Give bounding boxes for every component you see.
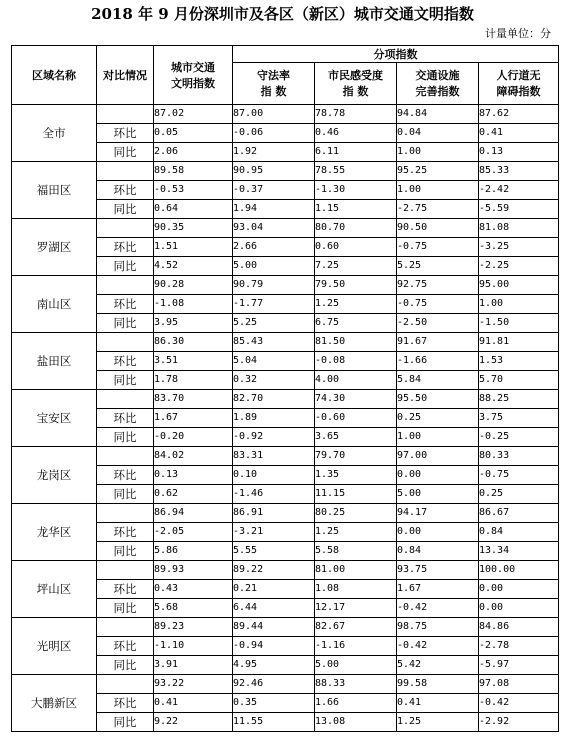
facility-value: 94.17 <box>397 504 479 523</box>
law-compliance-value: -1.46 <box>233 485 315 504</box>
facility-value: 98.75 <box>397 618 479 637</box>
citizen-perception-header <box>315 63 397 105</box>
overall-index-value: 4.52 <box>154 257 233 276</box>
compare-label: 环比 <box>97 181 154 200</box>
citizen-perception-value: 74.30 <box>315 390 397 409</box>
compare-label <box>97 276 154 295</box>
traffic-index-table <box>11 45 559 732</box>
facility-value: -0.42 <box>397 637 479 656</box>
facility-value: 5.84 <box>397 371 479 390</box>
facility-value: 91.67 <box>397 333 479 352</box>
compare-label <box>97 390 154 409</box>
sidewalk-value: -0.75 <box>479 466 559 485</box>
compare-label: 同比 <box>97 485 154 504</box>
sidewalk-value: 0.00 <box>479 580 559 599</box>
compare-label: 同比 <box>97 200 154 219</box>
facility-value: 97.00 <box>397 447 479 466</box>
citizen-perception-value: 11.15 <box>315 485 397 504</box>
facility-value: 99.58 <box>397 675 479 694</box>
overall-index-value: 90.28 <box>154 276 233 295</box>
law-compliance-value: -1.77 <box>233 295 315 314</box>
sidewalk-value: -1.50 <box>479 314 559 333</box>
region-name: 光明区 <box>12 618 97 675</box>
facility-value: -0.75 <box>397 238 479 257</box>
sidewalk-value: 91.81 <box>479 333 559 352</box>
citizen-perception-value: 5.00 <box>315 656 397 675</box>
citizen-perception-header-line2: 指 数 <box>342 84 369 98</box>
header-row-1 <box>12 46 559 63</box>
law-compliance-value: 90.95 <box>233 162 315 181</box>
sidewalk-value: 84.86 <box>479 618 559 637</box>
sidewalk-value: -2.42 <box>479 181 559 200</box>
overall-index-value: 86.30 <box>154 333 233 352</box>
facility-header-line1: 交通设施 <box>415 68 460 82</box>
overall-index-value: 5.68 <box>154 599 233 618</box>
table-row <box>12 219 559 238</box>
sidewalk-value: 5.70 <box>479 371 559 390</box>
compare-label <box>97 504 154 523</box>
law-compliance-value: 2.66 <box>233 238 315 257</box>
overall-index-value: 89.23 <box>154 618 233 637</box>
citizen-perception-value: 79.70 <box>315 447 397 466</box>
law-compliance-value: 5.04 <box>233 352 315 371</box>
compare-label <box>97 162 154 181</box>
overall-index-value: -1.10 <box>154 637 233 656</box>
compare-label: 同比 <box>97 656 154 675</box>
compare-label: 同比 <box>97 143 154 162</box>
compare-label <box>97 561 154 580</box>
facility-value: 92.75 <box>397 276 479 295</box>
overall-index-value: 83.70 <box>154 390 233 409</box>
facility-value: -0.75 <box>397 295 479 314</box>
law-compliance-value: 1.89 <box>233 409 315 428</box>
sidewalk-value: -2.25 <box>479 257 559 276</box>
law-compliance-value: 6.44 <box>233 599 315 618</box>
sidewalk-header-line1: 人行道无 <box>496 68 541 82</box>
law-compliance-value: -3.21 <box>233 523 315 542</box>
sidewalk-header-line2: 障碍指数 <box>496 84 541 98</box>
overall-index-value: 93.22 <box>154 675 233 694</box>
overall-index-value: 89.58 <box>154 162 233 181</box>
region-name: 罗湖区 <box>12 219 97 276</box>
overall-index-value: 9.22 <box>154 713 233 732</box>
citizen-perception-value: 6.75 <box>315 314 397 333</box>
compare-label: 环比 <box>97 523 154 542</box>
sidewalk-value: 100.00 <box>479 561 559 580</box>
law-compliance-value: 11.55 <box>233 713 315 732</box>
sidewalk-value: -5.59 <box>479 200 559 219</box>
citizen-perception-header-line1: 市民感受度 <box>328 68 383 82</box>
overall-index-value: 1.51 <box>154 238 233 257</box>
citizen-perception-value: 81.00 <box>315 561 397 580</box>
sidewalk-value: 1.00 <box>479 295 559 314</box>
sidewalk-value: 0.84 <box>479 523 559 542</box>
compare-label <box>97 675 154 694</box>
law-compliance-value: 89.44 <box>233 618 315 637</box>
citizen-perception-value: 82.67 <box>315 618 397 637</box>
law-compliance-value: 0.32 <box>233 371 315 390</box>
citizen-perception-value: 88.33 <box>315 675 397 694</box>
law-compliance-value: 5.25 <box>233 314 315 333</box>
facility-value: -1.66 <box>397 352 479 371</box>
compare-label <box>97 219 154 238</box>
facility-value: 1.25 <box>397 713 479 732</box>
overall-index-value: 0.43 <box>154 580 233 599</box>
sidewalk-value: 97.08 <box>479 675 559 694</box>
sidewalk-value: 1.53 <box>479 352 559 371</box>
table-row <box>12 162 559 181</box>
law-compliance-value: 0.21 <box>233 580 315 599</box>
region-name: 福田区 <box>12 162 97 219</box>
overall-index-value: -0.20 <box>154 428 233 447</box>
sidewalk-value: -3.25 <box>479 238 559 257</box>
overall-index-value: 89.93 <box>154 561 233 580</box>
overall-index-value: 90.35 <box>154 219 233 238</box>
table-row <box>12 504 559 523</box>
compare-label: 环比 <box>97 694 154 713</box>
citizen-perception-value: 1.15 <box>315 200 397 219</box>
citizen-perception-value: 1.66 <box>315 694 397 713</box>
compare-label: 环比 <box>97 466 154 485</box>
compare-label <box>97 618 154 637</box>
overall-index-value: -1.08 <box>154 295 233 314</box>
sidewalk-value: 0.41 <box>479 124 559 143</box>
sidewalk-header <box>479 63 559 105</box>
law-compliance-value: 86.91 <box>233 504 315 523</box>
compare-label: 环比 <box>97 637 154 656</box>
sidewalk-value: 3.75 <box>479 409 559 428</box>
compare-label: 同比 <box>97 542 154 561</box>
facility-value: 95.25 <box>397 162 479 181</box>
citizen-perception-value: 6.11 <box>315 143 397 162</box>
compare-label: 环比 <box>97 238 154 257</box>
overall-index-value: 86.94 <box>154 504 233 523</box>
sidewalk-value: -5.97 <box>479 656 559 675</box>
overall-index-header <box>154 46 233 105</box>
overall-index-value: 84.02 <box>154 447 233 466</box>
region-name: 宝安区 <box>12 390 97 447</box>
overall-index-value: 1.78 <box>154 371 233 390</box>
facility-value: 0.25 <box>397 409 479 428</box>
law-compliance-value: 1.92 <box>233 143 315 162</box>
overall-index-header-line1: 城市交通 <box>171 61 215 74</box>
facility-value: 0.04 <box>397 124 479 143</box>
table-row <box>12 390 559 409</box>
citizen-perception-value: 12.17 <box>315 599 397 618</box>
table-row <box>12 333 559 352</box>
facility-value: -2.75 <box>397 200 479 219</box>
citizen-perception-value: 0.60 <box>315 238 397 257</box>
compare-label: 环比 <box>97 124 154 143</box>
compare-label: 环比 <box>97 409 154 428</box>
overall-index-value: -2.05 <box>154 523 233 542</box>
citizen-perception-value: 0.46 <box>315 124 397 143</box>
sidewalk-value: -2.78 <box>479 637 559 656</box>
law-compliance-value: 89.22 <box>233 561 315 580</box>
table-row <box>12 675 559 694</box>
sidewalk-value: -2.92 <box>479 713 559 732</box>
region-name: 坪山区 <box>12 561 97 618</box>
overall-index-value: 0.62 <box>154 485 233 504</box>
facility-value: 5.42 <box>397 656 479 675</box>
compare-label: 环比 <box>97 352 154 371</box>
facility-value: 1.00 <box>397 143 479 162</box>
sub-index-group-header: 分项指数 <box>233 46 559 63</box>
facility-value: 90.50 <box>397 219 479 238</box>
citizen-perception-value: 1.25 <box>315 523 397 542</box>
law-compliance-value: -0.92 <box>233 428 315 447</box>
law-compliance-value: -0.37 <box>233 181 315 200</box>
law-compliance-value: 83.31 <box>233 447 315 466</box>
facility-value: 95.50 <box>397 390 479 409</box>
law-compliance-value: 0.10 <box>233 466 315 485</box>
law-compliance-value: 82.70 <box>233 390 315 409</box>
compare-label <box>97 447 154 466</box>
overall-index-value: 1.67 <box>154 409 233 428</box>
citizen-perception-value: 78.78 <box>315 105 397 124</box>
sidewalk-value: 81.08 <box>479 219 559 238</box>
citizen-perception-value: 1.08 <box>315 580 397 599</box>
citizen-perception-value: 4.00 <box>315 371 397 390</box>
facility-header <box>397 63 479 105</box>
region-name: 盐田区 <box>12 333 97 390</box>
facility-value: 5.25 <box>397 257 479 276</box>
law-compliance-value: 92.46 <box>233 675 315 694</box>
overall-index-value: 0.05 <box>154 124 233 143</box>
sidewalk-value: -0.25 <box>479 428 559 447</box>
overall-index-value: -0.53 <box>154 181 233 200</box>
compare-label: 同比 <box>97 428 154 447</box>
region-header: 区域名称 <box>12 46 97 105</box>
citizen-perception-value: -0.60 <box>315 409 397 428</box>
facility-value: 93.75 <box>397 561 479 580</box>
compare-label: 同比 <box>97 257 154 276</box>
overall-index-value: 0.41 <box>154 694 233 713</box>
law-compliance-header <box>233 63 315 105</box>
facility-value: 0.00 <box>397 466 479 485</box>
law-compliance-value: 90.79 <box>233 276 315 295</box>
law-compliance-header-line2: 指 数 <box>260 84 287 98</box>
overall-index-value: 0.13 <box>154 466 233 485</box>
law-compliance-value: 1.94 <box>233 200 315 219</box>
overall-index-value: 87.02 <box>154 105 233 124</box>
region-name: 大鹏新区 <box>12 675 97 732</box>
citizen-perception-value: 13.08 <box>315 713 397 732</box>
table-row <box>12 105 559 124</box>
sidewalk-value: 0.13 <box>479 143 559 162</box>
facility-value: 1.67 <box>397 580 479 599</box>
citizen-perception-value: 79.50 <box>315 276 397 295</box>
citizen-perception-value: 5.58 <box>315 542 397 561</box>
facility-value: 0.41 <box>397 694 479 713</box>
sidewalk-value: 85.33 <box>479 162 559 181</box>
citizen-perception-value: -1.30 <box>315 181 397 200</box>
overall-index-header-line2: 文明指数 <box>171 77 215 90</box>
region-name: 龙岗区 <box>12 447 97 504</box>
law-compliance-value: 93.04 <box>233 219 315 238</box>
law-compliance-value: -0.06 <box>233 124 315 143</box>
compare-label: 环比 <box>97 295 154 314</box>
sidewalk-value: 0.25 <box>479 485 559 504</box>
law-compliance-value: 85.43 <box>233 333 315 352</box>
sidewalk-value: -0.42 <box>479 694 559 713</box>
table-row <box>12 618 559 637</box>
sidewalk-value: 95.00 <box>479 276 559 295</box>
law-compliance-value: 5.55 <box>233 542 315 561</box>
overall-index-value: 3.95 <box>154 314 233 333</box>
facility-header-line2: 完善指数 <box>415 84 460 98</box>
region-name: 南山区 <box>12 276 97 333</box>
citizen-perception-value: 80.25 <box>315 504 397 523</box>
facility-value: 1.00 <box>397 428 479 447</box>
citizen-perception-value: 3.65 <box>315 428 397 447</box>
sidewalk-value: 0.00 <box>479 599 559 618</box>
overall-index-value: 5.86 <box>154 542 233 561</box>
compare-label: 同比 <box>97 713 154 732</box>
sidewalk-value: 87.62 <box>479 105 559 124</box>
citizen-perception-value: 7.25 <box>315 257 397 276</box>
law-compliance-header-line1: 守法率 <box>257 68 290 82</box>
compare-label: 同比 <box>97 599 154 618</box>
compare-label: 同比 <box>97 371 154 390</box>
page-title: 2018 年 9 月份深圳市及各区（新区）城市交通文明指数 <box>91 5 474 23</box>
citizen-perception-value: 78.55 <box>315 162 397 181</box>
overall-index-value: 3.91 <box>154 656 233 675</box>
citizen-perception-value: 80.70 <box>315 219 397 238</box>
law-compliance-value: 4.95 <box>233 656 315 675</box>
compare-label: 同比 <box>97 314 154 333</box>
sidewalk-value: 13.34 <box>479 542 559 561</box>
table-body <box>12 105 559 732</box>
facility-value: 0.00 <box>397 523 479 542</box>
facility-value: -0.42 <box>397 599 479 618</box>
sidewalk-value: 86.67 <box>479 504 559 523</box>
table-row <box>12 276 559 295</box>
region-name: 龙华区 <box>12 504 97 561</box>
citizen-perception-value: 1.35 <box>315 466 397 485</box>
law-compliance-value: -0.94 <box>233 637 315 656</box>
facility-value: 1.00 <box>397 181 479 200</box>
overall-index-value: 2.06 <box>154 143 233 162</box>
table-row <box>12 447 559 466</box>
overall-index-value: 0.64 <box>154 200 233 219</box>
facility-value: -2.50 <box>397 314 479 333</box>
citizen-perception-value: -0.08 <box>315 352 397 371</box>
law-compliance-value: 0.35 <box>233 694 315 713</box>
law-compliance-value: 87.00 <box>233 105 315 124</box>
facility-value: 0.84 <box>397 542 479 561</box>
region-name: 全市 <box>12 105 97 162</box>
compare-header: 对比情况 <box>97 46 154 105</box>
law-compliance-value: 5.00 <box>233 257 315 276</box>
citizen-perception-value: 81.50 <box>315 333 397 352</box>
sidewalk-value: 88.25 <box>479 390 559 409</box>
compare-label: 环比 <box>97 580 154 599</box>
citizen-perception-value: -1.16 <box>315 637 397 656</box>
table-row <box>12 561 559 580</box>
sidewalk-value: 80.33 <box>479 447 559 466</box>
compare-label <box>97 333 154 352</box>
facility-value: 5.00 <box>397 485 479 504</box>
unit-label: 计量单位：分 <box>485 27 551 40</box>
overall-index-value: 3.51 <box>154 352 233 371</box>
citizen-perception-value: 1.25 <box>315 295 397 314</box>
facility-value: 94.84 <box>397 105 479 124</box>
compare-label <box>97 105 154 124</box>
